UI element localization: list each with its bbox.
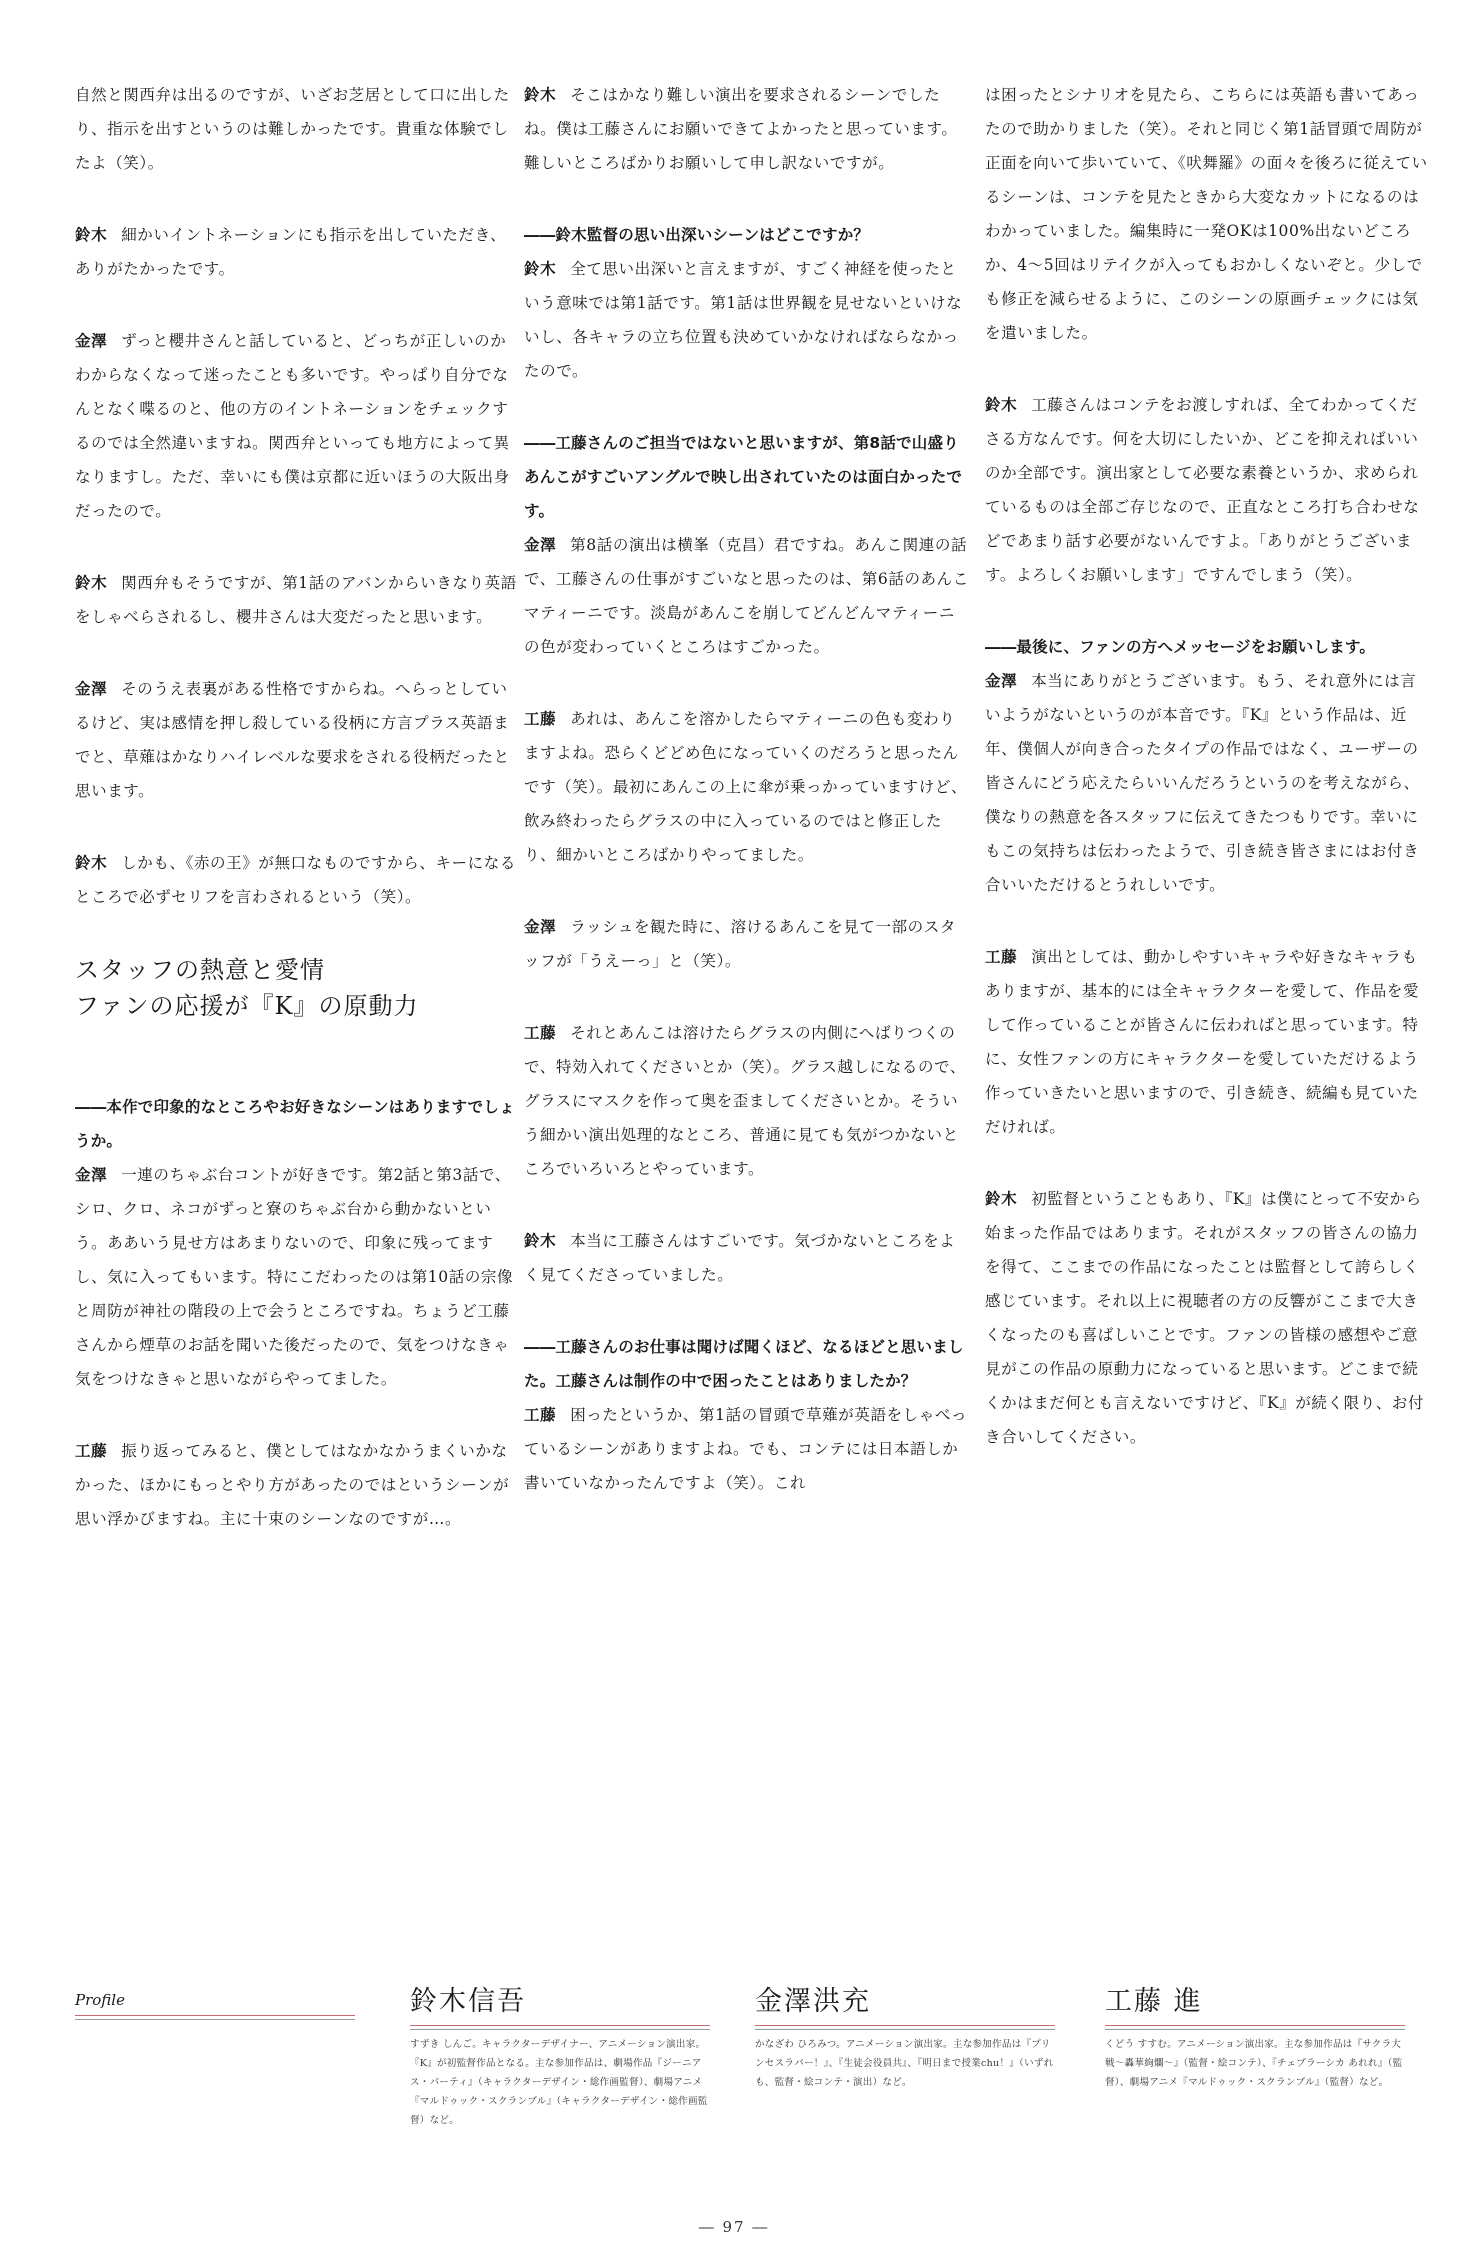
paragraph-text: 一連のちゃぶ台コントが好きです。第2話と第3話で、シロ、クロ、ネコがずっと寮のちゃぶ台から動かないという。ああいう見せ方はあまりないので、印象に残ってますし、気に入ってもいます。特にこだわったのは第10話の宗像と周防が神社の階段の上で会うところですね。ちょうど工藤さんから煙草のお話を聞いた後だったので、気をつけなきゃ気をつけなきゃと思いながらやってました。: [75, 1166, 514, 1388]
interview-paragraph: [75, 78, 520, 180]
text-block: [75, 566, 520, 634]
profile-kudo: [1105, 1985, 1405, 2092]
speaker-name: 鈴木: [75, 226, 108, 244]
paragraph-text: 自然と関西弁は出るのですが、いざお芝居として口に出したり、指示を出すというのは難しかったです。貴重な体験でしたよ（笑）。: [75, 86, 510, 172]
interview-paragraph: [985, 388, 1430, 592]
interview-paragraph: [524, 1016, 969, 1186]
interview-paragraph: [524, 528, 969, 664]
paragraph-text: それとあんこは溶けたらグラスの内側にへばりつくので、特効入れてくださいとか（笑）。グラス越しになるので、グラスにマスクを作って奥を歪ましてくださいとか。そういう細かい演出処理的なところ、普通に見ても気がつかないところでいろいろとやっています。: [524, 1024, 966, 1178]
paragraph-text: 第8話の演出は横峯（克昌）君ですね。あんこ関連の話で、工藤さんの仕事がすごいなと思ったのは、第6話のあんこマティーニです。淡島があんこを崩してどんどんマティーニの色が変わっていくところはすごかった。: [524, 536, 969, 656]
speaker-name: 金澤: [524, 918, 557, 936]
profile-suzuki: [410, 1985, 710, 2130]
speaker-name: 金澤: [75, 680, 108, 698]
profile-rule-red: [1105, 2025, 1405, 2026]
profile-bio: かなざわ ひろみつ。アニメーション演出家。主な参加作品は『プリンセスラバー！』、『生徒会役員共』、『明日まで授業chu！』（いずれも、監督・絵コンテ・演出）など。: [755, 2039, 1054, 2088]
text-block: [75, 672, 520, 808]
text-block: [524, 702, 969, 872]
profile-label-text: Profile: [75, 1991, 125, 2009]
interview-paragraph: [75, 1158, 520, 1396]
paragraph-text: ずっと櫻井さんと話していると、どっちが正しいのかわからなくなって迷ったことも多いです。やっぱり自分でなんとなく喋るのと、他の方のイントネーションをチェックするのでは全然違いますね。関西弁といっても地方によって異なりますし。ただ、幸いにも僕は京都に近いほうの大阪出身だったので。: [75, 332, 510, 520]
interview-paragraph: [75, 566, 520, 634]
profile-rule-gray: [410, 2029, 710, 2030]
paragraph-text: 関西弁もそうですが、第1話のアバンからいきなり英語をしゃべらされるし、櫻井さんは大変だったと思います。: [75, 574, 517, 626]
paragraph-text: 工藤さんはコンテをお渡しすれば、全てわかってくださる方なんです。何を大切にしたいか、どこを抑えればいいのか全部です。演出家として必要な素養というか、求められているものは全部ご存じなので、正直なところ打ち合わせなどであまり話す必要がないんですよ。「ありがとうございます。よろしくお願いします」ですんでしまう（笑）。: [985, 396, 1420, 584]
paragraph-text: 全て思い出深いと言えますが、すごく神経を使ったという意味では第1話です。第1話は世界観を見せないといけないし、各キャラの立ち位置も決めていかなければならなかったので。: [524, 260, 963, 380]
interview-paragraph: [524, 1224, 969, 1292]
interview-paragraph: [524, 78, 969, 180]
paragraph-text: 振り返ってみると、僕としてはなかなかうまくいかなかった、ほかにもっとやり方があったのではというシーンが思い浮かびますね。主に十束のシーンなのですが…。: [75, 1442, 510, 1528]
paragraph-text: 困ったというか、第1話の冒頭で草薙が英語をしゃべっているシーンがありますよね。でも、コンテには日本語しか書いていなかったんですよ（笑）。これ: [524, 1406, 968, 1492]
text-block: [75, 1090, 520, 1396]
profile-name: 鈴木信吾: [410, 1986, 526, 2017]
paragraph-text: しかも、《赤の王》が無口なものですから、キーになるところで必ずセリフを言わされるという（笑）。: [75, 854, 516, 906]
text-block: [75, 324, 520, 528]
paragraph-text: ラッシュを観た時に、溶けるあんこを見て一部のスタッフが「うえーっ」と（笑）。: [524, 918, 956, 970]
speaker-name: 鈴木: [524, 1232, 557, 1250]
interview-question: ――最後に、ファンの方へメッセージをお願いします。: [985, 638, 1376, 656]
profile-name: 金澤洪充: [755, 1986, 871, 2017]
text-block: [524, 218, 969, 388]
profile-label: [75, 1990, 355, 2020]
speaker-name: 金澤: [985, 672, 1018, 690]
interview-paragraph: [75, 846, 520, 914]
interview-paragraph: [75, 324, 520, 528]
text-block: [524, 1330, 969, 1500]
text-block: [75, 78, 520, 180]
speaker-name: 鈴木: [75, 854, 108, 872]
interview-question: ――本作で印象的なところやお好きなシーンはありますでしょうか。: [75, 1098, 515, 1150]
paragraph-text: そのうえ表裏がある性格ですからね。へらっとしているけど、実は感情を押し殺している役柄に方言プラス英語までと、草薙はかなりハイレベルな要求をされる役柄だったと思います。: [75, 680, 510, 800]
page-number: ― 97 ―: [698, 2218, 770, 2236]
text-block: [524, 1224, 969, 1292]
profile-rule-gray: [755, 2029, 1055, 2030]
interview-paragraph: [524, 252, 969, 388]
speaker-name: 工藤: [524, 710, 557, 728]
speaker-name: 工藤: [524, 1406, 557, 1424]
section-heading: [75, 952, 520, 1024]
text-block: [524, 1016, 969, 1186]
speaker-name: 工藤: [524, 1024, 557, 1042]
interview-paragraph: [524, 702, 969, 872]
text-block: [75, 846, 520, 914]
text-block: [985, 940, 1430, 1144]
text-block: [524, 910, 969, 978]
profile-kanazawa: [755, 1985, 1055, 2092]
interview-paragraph: [524, 1398, 969, 1500]
speaker-name: 金澤: [75, 332, 108, 350]
section-heading-line: スタッフの熱意と愛情: [75, 956, 325, 984]
profile-rule-red: [410, 2025, 710, 2026]
interview-paragraph: [524, 910, 969, 978]
interview-question: ――鈴木監督の思い出深いシーンはどこですか？: [524, 226, 870, 244]
paragraph-text: あれは、あんこを溶かしたらマティーニの色も変わりますよね。恐らくどどめ色になっていくのだろうと思ったんです（笑）。最初にあんこの上に傘が乗っかっていますけど、飲み終わったらグラスの中に入っているのではと修正したり、細かいところばかりやってました。: [524, 710, 968, 864]
paragraph-text: そこはかなり難しい演出を要求されるシーンでしたね。僕は工藤さんにお願いできてよかったと思っています。難しいところばかりお願いして申し訳ないですが。: [524, 86, 958, 172]
profile-bio: すずき しんご。キャラクターデザイナー、アニメーション演出家。『K』が初監督作品となる。主な参加作品は、劇場作品『ジーニアス・パーティ』（キャラクターデザイン・総作画監督）、劇場アニメ『マルドゥック・スクランブル』（キャラクターデザイン・総作画監督）など。: [410, 2039, 708, 2126]
text-block: [985, 1182, 1430, 1454]
text-block: [524, 426, 969, 664]
paragraph-text: 本当にありがとうございます。もう、それ意外には言いようがないというのが本音です。『K』という作品は、近年、僕個人が向き合ったタイプの作品ではなく、ユーザーの皆さんにどう応えたらいいんだろうというのを考えながら、僕なりの熱意を各スタッフに伝えてきたつもりです。幸いにもこの気持ちは伝わったようで、引き続き皆さまにはお付き合いいただけるとうれしいです。: [985, 672, 1420, 894]
paragraph-text: 本当に工藤さんはすごいです。気づかないところをよく見てくださっていました。: [524, 1232, 956, 1284]
interview-question: ――工藤さんのご担当ではないと思いますが、第8話で山盛りあんこがすごいアングルで映し出されていたのは面白かったです。: [524, 434, 963, 520]
speaker-name: 工藤: [75, 1442, 108, 1460]
text-block: [985, 78, 1430, 350]
paragraph-text: 初監督ということもあり、『K』は僕にとって不安から始まった作品ではあります。それがスタッフの皆さんの協力を得て、ここまでの作品になったことは監督として誇らしく感じています。それ以上に視聴者の方の反響がここまで大きくなったのも喜ばしいことです。ファンの皆様の感想やご意見がこの作品の原動力になっていると思います。どこまで続くかはまだ何とも言えないですけど、『K』が続く限り、お付き合いしてください。: [985, 1190, 1425, 1446]
profile-section: [75, 1986, 1403, 2126]
text-block: [75, 1434, 520, 1536]
text-block: [524, 78, 969, 180]
profile-name: 工藤 進: [1105, 1986, 1203, 2017]
interview-paragraph: [985, 78, 1430, 350]
speaker-name: 鈴木: [75, 574, 108, 592]
profile-rule-red: [755, 2025, 1055, 2026]
speaker-name: 鈴木: [524, 86, 557, 104]
paragraph-text: は困ったとシナリオを見たら、こちらには英語も書いてあったので助かりました（笑）。それと同じく第1話冒頭で周防が正面を向いて歩いていて、《吠舞羅》の面々を後ろに従えているシーンは、コンテを見たときから大変なカットになるのはわかっていました。編集時に一発OKは100%出ないどころか、4～5回はリテイクが入ってもおかしくないぞと。少しでも修正を減らせるように、このシーンの原画チェックには気を遣いました。: [985, 86, 1428, 342]
column-2: [524, 78, 969, 1538]
profile-bio: くどう すすむ。アニメーション演出家。主な参加作品は『サクラ大戦～轟華絢爛～』（監督・絵コンテ）、『チェブラーシカ あれれ』（監督）、劇場アニメ『マルドゥック・スクランブル』（監督）など。: [1105, 2039, 1403, 2088]
speaker-name: 金澤: [524, 536, 557, 554]
interview-paragraph: [985, 1182, 1430, 1454]
section-heading-line: ファンの応援が『K』の原動力: [75, 992, 419, 1020]
speaker-name: 鈴木: [985, 396, 1018, 414]
speaker-name: 鈴木: [524, 260, 557, 278]
column-1: [75, 78, 520, 1574]
interview-question: ――工藤さんのお仕事は聞けば聞くほど、なるほどと思いました。工藤さんは制作の中で困ったことはありましたか？: [524, 1338, 964, 1390]
interview-paragraph: [985, 664, 1430, 902]
column-3: [985, 78, 1430, 1492]
interview-paragraph: [985, 940, 1430, 1144]
profile-rule-red: [75, 2015, 355, 2016]
paragraph-text: 細かいイントネーションにも指示を出していただき、ありがたかったです。: [75, 226, 507, 278]
text-block: [985, 630, 1430, 902]
speaker-name: 鈴木: [985, 1190, 1018, 1208]
text-block: [985, 388, 1430, 592]
paragraph-text: 演出としては、動かしやすいキャラや好きなキャラもありますが、基本的には全キャラクターを愛して、作品を愛して作っていることが皆さんに伝わればと思っています。特に、女性ファンの方にキャラクターを愛していただけるよう作っていきたいと思いますので、引き続き、続編も見ていただければ。: [985, 948, 1420, 1136]
interview-paragraph: [75, 218, 520, 286]
profile-rule-gray: [75, 2019, 355, 2020]
interview-paragraph: [75, 672, 520, 808]
interview-paragraph: [75, 1434, 520, 1536]
speaker-name: 金澤: [75, 1166, 108, 1184]
text-block: [75, 218, 520, 286]
profile-rule-gray: [1105, 2029, 1405, 2030]
speaker-name: 工藤: [985, 948, 1018, 966]
